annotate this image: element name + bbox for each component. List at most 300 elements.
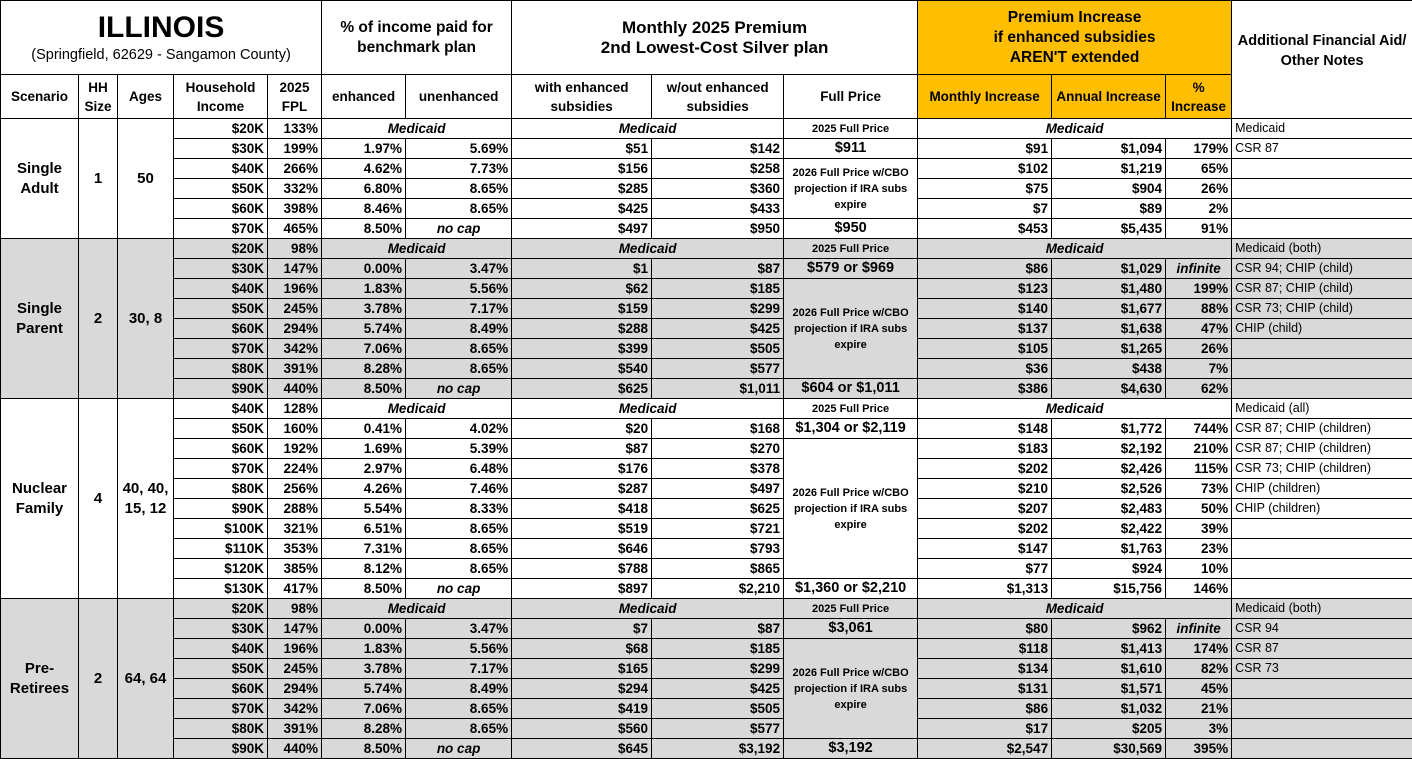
financial-aid-note: [1232, 179, 1412, 199]
medicaid-label: Medicaid: [512, 239, 784, 259]
col-full-header: Full Price: [784, 75, 918, 119]
household-income: $80K: [174, 719, 268, 739]
monthly-premium-line1: Monthly 2025 Premium: [621, 17, 808, 37]
full-price-2025-label: 2025 Full Price: [784, 239, 918, 259]
col-hh-header: HH Size: [79, 75, 118, 119]
monthly-increase: $123: [918, 279, 1052, 299]
premium-with-subsidies: $294: [512, 679, 652, 699]
notes-header: Additional Financial Aid/ Other Notes: [1232, 1, 1412, 119]
title-cell: [1, 1, 322, 75]
unenhanced-pct: 7.17%: [406, 659, 512, 679]
pct-increase: 91%: [1166, 219, 1232, 239]
unenhanced-pct: 3.47%: [406, 259, 512, 279]
hh-size: 2: [79, 599, 118, 759]
fpl-percent: 465%: [268, 219, 322, 239]
annual-increase: $1,029: [1052, 259, 1166, 279]
pct-increase: 26%: [1166, 339, 1232, 359]
household-income: $30K: [174, 619, 268, 639]
enhanced-pct: 0.00%: [322, 259, 406, 279]
table-row: [1, 639, 1412, 659]
full-price-2025-value: $911: [784, 139, 918, 159]
col-ages-header: Ages: [118, 75, 174, 119]
pct-increase: 174%: [1166, 639, 1232, 659]
enhanced-pct: 1.83%: [322, 279, 406, 299]
enhanced-pct: 8.50%: [322, 739, 406, 759]
monthly-increase: $86: [918, 699, 1052, 719]
table-row: [1, 459, 1412, 479]
unenhanced-pct: 8.65%: [406, 559, 512, 579]
table-row: [1, 419, 1412, 439]
medicaid-label: Medicaid: [512, 599, 784, 619]
location-subtitle: (Springfield, 62629 - Sangamon County): [31, 46, 291, 63]
fpl-percent: 256%: [268, 479, 322, 499]
premium-without-subsidies: $87: [652, 259, 784, 279]
premium-without-subsidies: $865: [652, 559, 784, 579]
full-price-2025-label: 2025 Full Price: [784, 399, 918, 419]
full-price-2025-value: $3,061: [784, 619, 918, 639]
unenhanced-pct: 5.39%: [406, 439, 512, 459]
fpl-percent: 160%: [268, 419, 322, 439]
household-income: $60K: [174, 199, 268, 219]
premium-with-subsidies: $87: [512, 439, 652, 459]
enhanced-pct: 7.06%: [322, 699, 406, 719]
fpl-percent: 245%: [268, 659, 322, 679]
table-row: [1, 259, 1412, 279]
unenhanced-pct: 7.17%: [406, 299, 512, 319]
table-row: [1, 179, 1412, 199]
fpl-percent: 196%: [268, 279, 322, 299]
fpl-percent: 147%: [268, 619, 322, 639]
household-income: $70K: [174, 459, 268, 479]
enhanced-pct: 4.26%: [322, 479, 406, 499]
premium-with-subsidies: $519: [512, 519, 652, 539]
premium-with-subsidies: $288: [512, 319, 652, 339]
enhanced-pct: 1.97%: [322, 139, 406, 159]
unenhanced-pct: 8.65%: [406, 699, 512, 719]
scenario-name: Pre-Retirees: [1, 599, 79, 759]
col-without-header: w/out enhanced subsidies: [652, 75, 784, 119]
premium-with-subsidies: $156: [512, 159, 652, 179]
premium-with-subsidies: $425: [512, 199, 652, 219]
table-row: [1, 599, 1412, 619]
enhanced-pct: 4.62%: [322, 159, 406, 179]
household-income: $90K: [174, 739, 268, 759]
unenhanced-pct: 8.49%: [406, 679, 512, 699]
financial-aid-note: Medicaid (both): [1232, 239, 1412, 259]
pct-increase: 88%: [1166, 299, 1232, 319]
monthly-increase: $77: [918, 559, 1052, 579]
table-row: [1, 719, 1412, 739]
premium-with-subsidies: $540: [512, 359, 652, 379]
monthly-increase: $386: [918, 379, 1052, 399]
household-income: $20K: [174, 119, 268, 139]
fpl-percent: 321%: [268, 519, 322, 539]
table-row: [1, 499, 1412, 519]
household-income: $40K: [174, 639, 268, 659]
unenhanced-pct: 3.47%: [406, 619, 512, 639]
monthly-increase: $453: [918, 219, 1052, 239]
monthly-increase: $102: [918, 159, 1052, 179]
premium-with-subsidies: $51: [512, 139, 652, 159]
premium-with-subsidies: $287: [512, 479, 652, 499]
annual-increase: $2,483: [1052, 499, 1166, 519]
unenhanced-pct: 8.65%: [406, 719, 512, 739]
no-cap-label: no cap: [406, 739, 512, 759]
financial-aid-note: [1232, 739, 1412, 759]
full-price-2025-value: $579 or $969: [784, 259, 918, 279]
premium-without-subsidies: $142: [652, 139, 784, 159]
monthly-increase: $118: [918, 639, 1052, 659]
annual-increase: $924: [1052, 559, 1166, 579]
household-income: $30K: [174, 259, 268, 279]
pct-increase: 45%: [1166, 679, 1232, 699]
fpl-percent: 391%: [268, 719, 322, 739]
annual-increase: $904: [1052, 179, 1166, 199]
annual-increase: $1,571: [1052, 679, 1166, 699]
fpl-percent: 294%: [268, 679, 322, 699]
premium-without-subsidies: $950: [652, 219, 784, 239]
premium-with-subsidies: $68: [512, 639, 652, 659]
annual-increase: $1,094: [1052, 139, 1166, 159]
unenhanced-pct: 8.65%: [406, 179, 512, 199]
fpl-percent: 440%: [268, 379, 322, 399]
table-row: [1, 219, 1412, 239]
financial-aid-note: [1232, 679, 1412, 699]
annual-increase: $205: [1052, 719, 1166, 739]
monthly-increase: $105: [918, 339, 1052, 359]
financial-aid-note: CSR 87; CHIP (children): [1232, 419, 1412, 439]
premium-without-subsidies: $433: [652, 199, 784, 219]
fpl-percent: 133%: [268, 119, 322, 139]
col-enhanced-header: enhanced: [322, 75, 406, 119]
enhanced-pct: 3.78%: [322, 659, 406, 679]
monthly-increase: $91: [918, 139, 1052, 159]
household-income: $80K: [174, 479, 268, 499]
enhanced-pct: 7.06%: [322, 339, 406, 359]
scenario-name: Single Parent: [1, 239, 79, 399]
household-income: $90K: [174, 499, 268, 519]
fpl-percent: 98%: [268, 239, 322, 259]
household-income: $50K: [174, 179, 268, 199]
monthly-increase: $17: [918, 719, 1052, 739]
pct-increase: 26%: [1166, 179, 1232, 199]
enhanced-pct: 8.50%: [322, 579, 406, 599]
medicaid-label: Medicaid: [322, 239, 512, 259]
premium-without-subsidies: $1,011: [652, 379, 784, 399]
household-income: $50K: [174, 659, 268, 679]
col-unenhanced-header: unenhanced: [406, 75, 512, 119]
enhanced-pct: 5.74%: [322, 679, 406, 699]
household-income: $60K: [174, 319, 268, 339]
table-row: [1, 339, 1412, 359]
household-income: $130K: [174, 579, 268, 599]
premium-with-subsidies: $176: [512, 459, 652, 479]
fpl-percent: 342%: [268, 339, 322, 359]
medicaid-label: Medicaid: [918, 119, 1232, 139]
household-income: $30K: [174, 139, 268, 159]
financial-aid-note: CSR 73: [1232, 659, 1412, 679]
premium-without-subsidies: $185: [652, 279, 784, 299]
hh-size: 1: [79, 119, 118, 239]
annual-increase: $1,219: [1052, 159, 1166, 179]
table-row: [1, 159, 1412, 179]
pct-increase: 115%: [1166, 459, 1232, 479]
pct-increase: infinite: [1166, 259, 1232, 279]
pct-increase: 73%: [1166, 479, 1232, 499]
fpl-percent: 192%: [268, 439, 322, 459]
financial-aid-note: [1232, 559, 1412, 579]
annual-increase: $1,480: [1052, 279, 1166, 299]
household-income: $90K: [174, 379, 268, 399]
financial-aid-note: Medicaid: [1232, 119, 1412, 139]
household-income: $100K: [174, 519, 268, 539]
financial-aid-note: CHIP (child): [1232, 319, 1412, 339]
annual-increase: $1,032: [1052, 699, 1166, 719]
fpl-percent: 385%: [268, 559, 322, 579]
full-price-2026-value: $604 or $1,011: [784, 379, 918, 399]
unenhanced-pct: 8.65%: [406, 519, 512, 539]
fpl-percent: 98%: [268, 599, 322, 619]
unenhanced-pct: 8.65%: [406, 199, 512, 219]
monthly-increase: $1,313: [918, 579, 1052, 599]
premium-without-subsidies: $2,210: [652, 579, 784, 599]
annual-increase: $30,569: [1052, 739, 1166, 759]
financial-aid-note: CSR 87: [1232, 139, 1412, 159]
pct-increase: 21%: [1166, 699, 1232, 719]
premium-with-subsidies: $625: [512, 379, 652, 399]
annual-increase: $1,265: [1052, 339, 1166, 359]
financial-aid-note: [1232, 359, 1412, 379]
pct-increase: 199%: [1166, 279, 1232, 299]
premium-without-subsidies: $185: [652, 639, 784, 659]
household-income: $40K: [174, 279, 268, 299]
enhanced-pct: 8.46%: [322, 199, 406, 219]
medicaid-label: Medicaid: [918, 239, 1232, 259]
fpl-percent: 342%: [268, 699, 322, 719]
annual-increase: $5,435: [1052, 219, 1166, 239]
medicaid-label: Medicaid: [322, 119, 512, 139]
premium-without-subsidies: $270: [652, 439, 784, 459]
annual-increase: $2,526: [1052, 479, 1166, 499]
fpl-percent: 332%: [268, 179, 322, 199]
monthly-increase: $2,547: [918, 739, 1052, 759]
enhanced-pct: 0.00%: [322, 619, 406, 639]
premium-with-subsidies: $159: [512, 299, 652, 319]
financial-aid-note: [1232, 699, 1412, 719]
household-income: $70K: [174, 339, 268, 359]
premium-without-subsidies: $3,192: [652, 739, 784, 759]
unenhanced-pct: 5.56%: [406, 639, 512, 659]
table-row: [1, 739, 1412, 759]
monthly-increase: $202: [918, 519, 1052, 539]
premium-with-subsidies: $285: [512, 179, 652, 199]
premium-without-subsidies: $497: [652, 479, 784, 499]
full-price-2026-label: 2026 Full Price w/CBO projection if IRA subs expire: [784, 439, 918, 579]
financial-aid-note: [1232, 579, 1412, 599]
full-price-2025-label: 2025 Full Price: [784, 599, 918, 619]
fpl-percent: 128%: [268, 399, 322, 419]
pct-increase: 744%: [1166, 419, 1232, 439]
premium-with-subsidies: $20: [512, 419, 652, 439]
pct-increase: infinite: [1166, 619, 1232, 639]
premium-without-subsidies: $299: [652, 659, 784, 679]
enhanced-pct: 1.83%: [322, 639, 406, 659]
financial-aid-note: CHIP (children): [1232, 499, 1412, 519]
premium-with-subsidies: $62: [512, 279, 652, 299]
col-fpl-header: 2025 FPL: [268, 75, 322, 119]
enhanced-pct: 2.97%: [322, 459, 406, 479]
medicaid-label: Medicaid: [512, 399, 784, 419]
premium-with-subsidies: $165: [512, 659, 652, 679]
pct-increase: 62%: [1166, 379, 1232, 399]
medicaid-label: Medicaid: [918, 599, 1232, 619]
financial-aid-note: CSR 94: [1232, 619, 1412, 639]
enhanced-pct: 5.54%: [322, 499, 406, 519]
ages: 40, 40, 15, 12: [118, 399, 174, 599]
table-row: [1, 559, 1412, 579]
premium-without-subsidies: $721: [652, 519, 784, 539]
annual-increase: $1,772: [1052, 419, 1166, 439]
enhanced-pct: 8.28%: [322, 359, 406, 379]
monthly-increase: $80: [918, 619, 1052, 639]
monthly-increase: $140: [918, 299, 1052, 319]
premium-without-subsidies: $505: [652, 699, 784, 719]
enhanced-pct: 0.41%: [322, 419, 406, 439]
financial-aid-note: CSR 73; CHIP (child): [1232, 299, 1412, 319]
full-price-2026-label: 2026 Full Price w/CBO projection if IRA subs expire: [784, 159, 918, 219]
premium-without-subsidies: $378: [652, 459, 784, 479]
pct-increase: 3%: [1166, 719, 1232, 739]
monthly-increase: $202: [918, 459, 1052, 479]
financial-aid-note: [1232, 519, 1412, 539]
premium-with-subsidies: $788: [512, 559, 652, 579]
pct-increase: 82%: [1166, 659, 1232, 679]
financial-aid-note: CSR 94; CHIP (child): [1232, 259, 1412, 279]
monthly-increase: $36: [918, 359, 1052, 379]
col-income-header: Household Income: [174, 75, 268, 119]
pct-increase: 23%: [1166, 539, 1232, 559]
no-cap-label: no cap: [406, 579, 512, 599]
financial-aid-note: [1232, 199, 1412, 219]
pct-increase: 179%: [1166, 139, 1232, 159]
increase-line3: AREN'T extended: [1009, 48, 1140, 66]
monthly-increase: $134: [918, 659, 1052, 679]
enhanced-pct: 7.31%: [322, 539, 406, 559]
premium-without-subsidies: $258: [652, 159, 784, 179]
no-cap-label: no cap: [406, 219, 512, 239]
increase-line2: if enhanced subsidies: [993, 28, 1156, 46]
fpl-percent: 398%: [268, 199, 322, 219]
monthly-increase: $210: [918, 479, 1052, 499]
monthly-increase: $75: [918, 179, 1052, 199]
financial-aid-note: CHIP (children): [1232, 479, 1412, 499]
annual-increase: $1,638: [1052, 319, 1166, 339]
scenario-name: Nuclear Family: [1, 399, 79, 599]
table-row: [1, 199, 1412, 219]
premium-without-subsidies: $793: [652, 539, 784, 559]
medicaid-label: Medicaid: [512, 119, 784, 139]
enhanced-pct: 3.78%: [322, 299, 406, 319]
enhanced-pct: 8.50%: [322, 219, 406, 239]
household-income: $50K: [174, 299, 268, 319]
financial-aid-note: Medicaid (all): [1232, 399, 1412, 419]
enhanced-pct: 6.51%: [322, 519, 406, 539]
full-price-2025-value: $1,304 or $2,119: [784, 419, 918, 439]
table-row: [1, 659, 1412, 679]
pct-increase: 50%: [1166, 499, 1232, 519]
medicaid-label: Medicaid: [322, 399, 512, 419]
household-income: $50K: [174, 419, 268, 439]
household-income: $60K: [174, 439, 268, 459]
fpl-percent: 196%: [268, 639, 322, 659]
household-income: $120K: [174, 559, 268, 579]
pct-increase: 2%: [1166, 199, 1232, 219]
unenhanced-pct: 8.33%: [406, 499, 512, 519]
financial-aid-note: Medicaid (both): [1232, 599, 1412, 619]
medicaid-label: Medicaid: [322, 599, 512, 619]
enhanced-pct: 5.74%: [322, 319, 406, 339]
col-scenario-header: Scenario: [1, 75, 79, 119]
col-annual-inc-header: Annual Increase: [1052, 75, 1166, 119]
fpl-percent: 199%: [268, 139, 322, 159]
col-monthly-inc-header: Monthly Increase: [918, 75, 1052, 119]
fpl-percent: 440%: [268, 739, 322, 759]
monthly-increase: $183: [918, 439, 1052, 459]
pct-increase: 395%: [1166, 739, 1232, 759]
premium-with-subsidies: $7: [512, 619, 652, 639]
premium-with-subsidies: $399: [512, 339, 652, 359]
financial-aid-note: CSR 73; CHIP (children): [1232, 459, 1412, 479]
premium-without-subsidies: $87: [652, 619, 784, 639]
ages: 50: [118, 119, 174, 239]
financial-aid-note: [1232, 379, 1412, 399]
annual-increase: $2,192: [1052, 439, 1166, 459]
col-with-header: with enhanced subsidies: [512, 75, 652, 119]
annual-increase: $89: [1052, 199, 1166, 219]
unenhanced-pct: 8.65%: [406, 359, 512, 379]
enhanced-pct: 8.28%: [322, 719, 406, 739]
full-price-2026-value: $1,360 or $2,210: [784, 579, 918, 599]
no-cap-label: no cap: [406, 379, 512, 399]
annual-increase: $2,426: [1052, 459, 1166, 479]
table-row: [1, 319, 1412, 339]
monthly-increase: $147: [918, 539, 1052, 559]
unenhanced-pct: 7.73%: [406, 159, 512, 179]
table-row: [1, 519, 1412, 539]
premium-without-subsidies: $577: [652, 719, 784, 739]
premium-with-subsidies: $419: [512, 699, 652, 719]
annual-increase: $2,422: [1052, 519, 1166, 539]
premium-with-subsidies: $560: [512, 719, 652, 739]
household-income: $70K: [174, 699, 268, 719]
fpl-percent: 288%: [268, 499, 322, 519]
pct-increase: 146%: [1166, 579, 1232, 599]
household-income: $80K: [174, 359, 268, 379]
household-income: $70K: [174, 219, 268, 239]
premium-without-subsidies: $299: [652, 299, 784, 319]
hh-size: 4: [79, 399, 118, 599]
hh-size: 2: [79, 239, 118, 399]
table-row: [1, 399, 1412, 419]
monthly-increase: $207: [918, 499, 1052, 519]
table-row: [1, 279, 1412, 299]
fpl-percent: 353%: [268, 539, 322, 559]
unenhanced-pct: 8.65%: [406, 339, 512, 359]
ages: 30, 8: [118, 239, 174, 399]
header-row-1: [1, 1, 1412, 75]
monthly-increase: $148: [918, 419, 1052, 439]
premium-without-subsidies: $425: [652, 679, 784, 699]
